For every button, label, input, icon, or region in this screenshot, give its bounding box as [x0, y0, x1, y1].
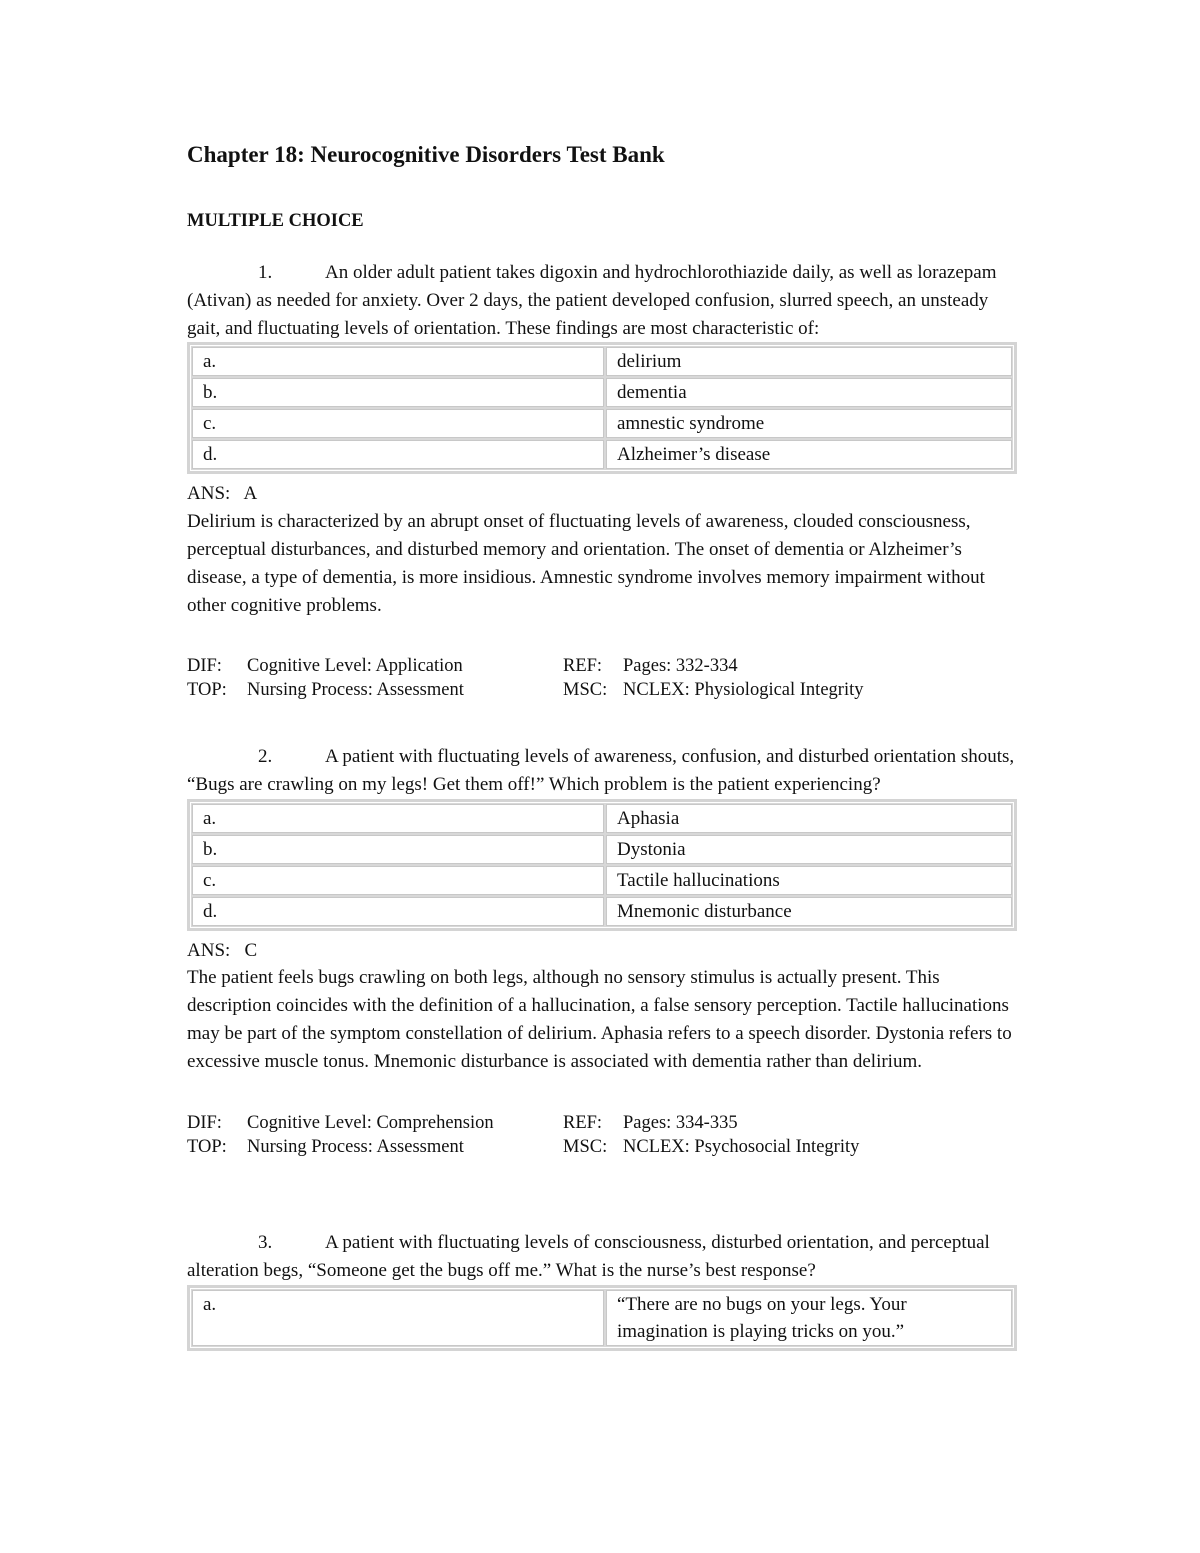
question-stem — [187, 743, 1017, 799]
option-letter: a. — [192, 1290, 604, 1346]
option-text: dementia — [606, 378, 1012, 407]
question-3 — [187, 1229, 1017, 1351]
topic: Nursing Process: Assessment — [247, 1136, 464, 1157]
msc-label: MSC: — [563, 1136, 608, 1157]
option-text: Tactile hallucinations — [606, 866, 1012, 895]
dif-label: DIF: — [187, 656, 222, 677]
option-row — [192, 866, 1012, 895]
question-stem — [187, 1229, 1017, 1285]
ref-label: REF: — [563, 656, 603, 677]
option-row — [192, 1290, 1012, 1346]
question-metadata — [187, 654, 1017, 702]
option-letter: d. — [192, 440, 604, 469]
section-heading: MULTIPLE CHOICE — [187, 211, 364, 231]
question-metadata — [187, 1111, 1017, 1159]
question-stem — [187, 259, 1017, 342]
question-number: 2. — [258, 746, 273, 767]
rationale: The patient feels bugs crawling on both legs, although no sensory stimulus is actually present. This description coincides with the definition of a hallucination, a false sensory perception. Tactile hallucinations may be part of the symptom constellation of delirium. Aphasia refers to a speech disorder. Dystonia refers to excessive muscle tonus. Mnemonic disturbance is associated with dementia rather than delirium. — [187, 967, 1012, 1072]
option-row — [192, 897, 1012, 926]
question-1 — [187, 259, 1017, 702]
option-letter: d. — [192, 897, 604, 926]
option-text: Mnemonic disturbance — [606, 897, 1012, 926]
msc: NCLEX: Physiological Integrity — [623, 680, 864, 701]
options-table — [187, 342, 1017, 474]
option-row — [192, 835, 1012, 864]
option-letter: a. — [192, 804, 604, 833]
option-row — [192, 378, 1012, 407]
difficulty: Cognitive Level: Comprehension — [247, 1112, 494, 1133]
option-text: amnestic syndrome — [606, 409, 1012, 438]
question-text: A patient with fluctuating levels of consciousness, disturbed orientation, and perceptual alteration begs, “Someone get the bugs off me.” What is the nurse’s best response? — [187, 1232, 990, 1281]
option-row — [192, 440, 1012, 469]
answer-key: ANS: A — [187, 483, 258, 505]
option-text: Dystonia — [606, 835, 1012, 864]
reference: Pages: 332-334 — [623, 656, 738, 677]
difficulty: Cognitive Level: Application — [247, 656, 463, 677]
option-letter: b. — [192, 378, 604, 407]
answer-key: ANS: C — [187, 939, 258, 961]
question-text: An older adult patient takes digoxin and hydrochlorothiazide daily, as well as lorazepam (Ativan) as needed for anxiety. Over 2 days, the patient developed confusion, slurred speech, an unsteady gait, and fluctuating levels of orientation. These findings are most characteristic of: — [187, 262, 997, 339]
rationale: Delirium is characterized by an abrupt onset of fluctuating levels of awareness, clouded consciousness, perceptual disturbances, and disturbed memory and orientation. The onset of dementia or Alzheimer’s disease, a type of dementia, is more insidious. Amnestic syndrome involves memory impairment without other cognitive problems. — [187, 511, 985, 616]
options-table — [187, 1285, 1017, 1351]
dif-label: DIF: — [187, 1112, 222, 1133]
topic: Nursing Process: Assessment — [247, 680, 464, 701]
option-text: Alzheimer’s disease — [606, 440, 1012, 469]
msc: NCLEX: Psychosocial Integrity — [623, 1136, 860, 1157]
option-letter: b. — [192, 835, 604, 864]
option-text: Aphasia — [606, 804, 1012, 833]
option-letter: a. — [192, 347, 604, 376]
option-text: delirium — [606, 347, 1012, 376]
option-letter: c. — [192, 409, 604, 438]
ref-label: REF: — [563, 1112, 603, 1133]
question-number: 3. — [258, 1232, 273, 1253]
msc-label: MSC: — [563, 680, 608, 701]
option-row — [192, 804, 1012, 833]
question-2 — [187, 743, 1017, 1159]
reference: Pages: 334-335 — [623, 1112, 738, 1133]
option-letter: c. — [192, 866, 604, 895]
top-label: TOP: — [187, 1136, 227, 1157]
option-row — [192, 409, 1012, 438]
question-number: 1. — [258, 262, 273, 283]
option-row — [192, 347, 1012, 376]
options-table — [187, 799, 1017, 931]
top-label: TOP: — [187, 680, 227, 701]
document-title: Chapter 18: Neurocognitive Disorders Test Bank — [187, 142, 665, 167]
question-text: A patient with fluctuating levels of awareness, confusion, and disturbed orientation shouts, “Bugs are crawling on my legs! Get them off!” Which problem is the patient experiencing? — [187, 746, 1015, 795]
option-text: “There are no bugs on your legs. Your imagination is playing tricks on you.” — [606, 1290, 1012, 1346]
